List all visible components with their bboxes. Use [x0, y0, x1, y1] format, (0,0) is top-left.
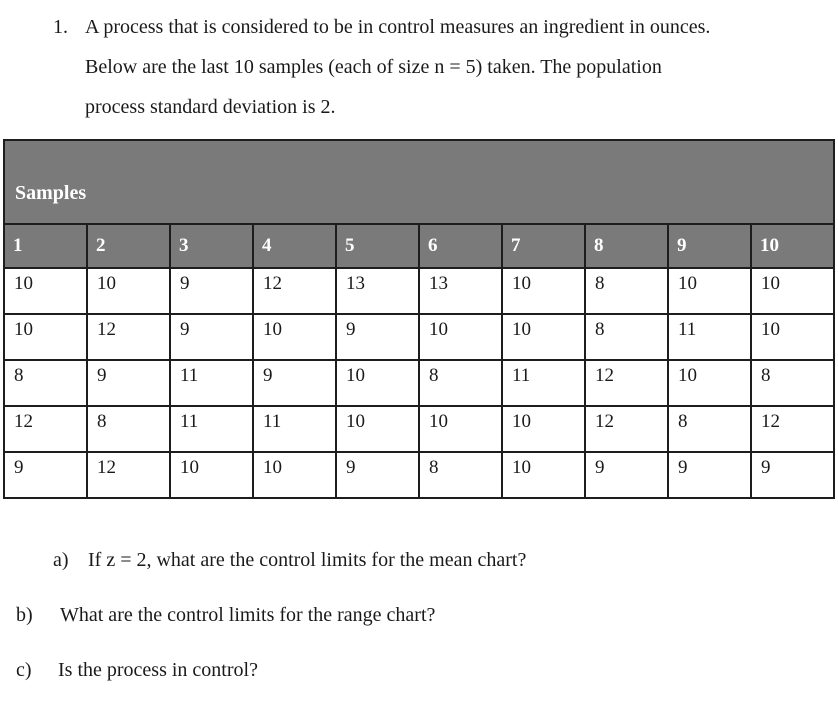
- question-b: [16, 604, 838, 627]
- table-cell: 11: [668, 314, 751, 360]
- column-header-4: 4: [253, 224, 336, 268]
- table-cell: 10: [751, 268, 834, 314]
- samples-title-row: [4, 140, 834, 224]
- question-a: [53, 549, 838, 572]
- question-c: [16, 659, 838, 682]
- table-cell: 12: [4, 406, 87, 452]
- table-cell: 9: [585, 452, 668, 498]
- table-cell: 10: [419, 406, 502, 452]
- problem-text-line: process standard deviation is 2.: [85, 96, 336, 118]
- column-header-2: 2: [87, 224, 170, 268]
- table-cell: 10: [502, 406, 585, 452]
- column-header-3: 3: [170, 224, 253, 268]
- question-c-text: Is the process in control?: [58, 659, 258, 681]
- table-cell: 8: [585, 314, 668, 360]
- table-cell: 12: [87, 452, 170, 498]
- table-cell: 13: [419, 268, 502, 314]
- table-cell: 10: [419, 314, 502, 360]
- table-row: [4, 406, 834, 452]
- problem-text: [85, 7, 710, 127]
- problem-number: 1.: [53, 16, 68, 38]
- question-a-text: If z = 2, what are the control limits for the mean chart?: [88, 549, 527, 571]
- table-row: [4, 268, 834, 314]
- table-cell: 9: [668, 452, 751, 498]
- table-cell: 9: [336, 314, 419, 360]
- table-row: [4, 452, 834, 498]
- table-cell: 10: [4, 314, 87, 360]
- table-cell: 11: [253, 406, 336, 452]
- table-row: [4, 314, 834, 360]
- samples-header-row: [4, 224, 834, 268]
- table-cell: 8: [4, 360, 87, 406]
- table-cell: 10: [4, 268, 87, 314]
- table-cell: 10: [253, 314, 336, 360]
- table-cell: 10: [170, 452, 253, 498]
- question-b-label: b): [16, 604, 33, 626]
- column-header-10: 10: [751, 224, 834, 268]
- table-cell: 9: [4, 452, 87, 498]
- table-cell: 12: [585, 406, 668, 452]
- table-cell: 9: [87, 360, 170, 406]
- column-header-6: 6: [419, 224, 502, 268]
- table-cell: 11: [170, 406, 253, 452]
- question-c-label: c): [16, 659, 32, 681]
- table-cell: 8: [87, 406, 170, 452]
- column-header-7: 7: [502, 224, 585, 268]
- table-cell: 12: [751, 406, 834, 452]
- table-row: [4, 360, 834, 406]
- problem-text-line: Below are the last 10 samples (each of size n = 5) taken. The population: [85, 56, 662, 78]
- table-cell: 13: [336, 268, 419, 314]
- question-list: [0, 549, 838, 682]
- table-cell: 12: [253, 268, 336, 314]
- table-cell: 9: [336, 452, 419, 498]
- table-cell: 10: [668, 360, 751, 406]
- table-cell: 9: [751, 452, 834, 498]
- table-cell: 10: [336, 406, 419, 452]
- problem-text-line: A process that is considered to be in control measures an ingredient in ounces.: [85, 16, 711, 38]
- table-cell: 10: [502, 268, 585, 314]
- table-cell: 12: [87, 314, 170, 360]
- samples-table: [3, 139, 835, 499]
- table-cell: 10: [87, 268, 170, 314]
- table-cell: 11: [502, 360, 585, 406]
- column-header-1: 1: [4, 224, 87, 268]
- table-cell: 9: [170, 314, 253, 360]
- table-cell: 9: [170, 268, 253, 314]
- column-header-9: 9: [668, 224, 751, 268]
- table-cell: 8: [419, 360, 502, 406]
- table-cell: 8: [585, 268, 668, 314]
- table-cell: 8: [419, 452, 502, 498]
- table-cell: 10: [336, 360, 419, 406]
- column-header-5: 5: [336, 224, 419, 268]
- column-header-8: 8: [585, 224, 668, 268]
- table-cell: 8: [668, 406, 751, 452]
- table-cell: 10: [502, 314, 585, 360]
- table-cell: 10: [751, 314, 834, 360]
- table-cell: 10: [668, 268, 751, 314]
- question-b-text: What are the control limits for the range chart?: [60, 604, 436, 626]
- table-cell: 9: [253, 360, 336, 406]
- table-cell: 10: [253, 452, 336, 498]
- problem-statement: [0, 0, 838, 127]
- table-cell: 10: [502, 452, 585, 498]
- table-cell: 8: [751, 360, 834, 406]
- table-cell: 11: [170, 360, 253, 406]
- table-cell: 12: [585, 360, 668, 406]
- samples-table-title: Samples: [4, 140, 834, 224]
- question-a-label: a): [53, 549, 69, 571]
